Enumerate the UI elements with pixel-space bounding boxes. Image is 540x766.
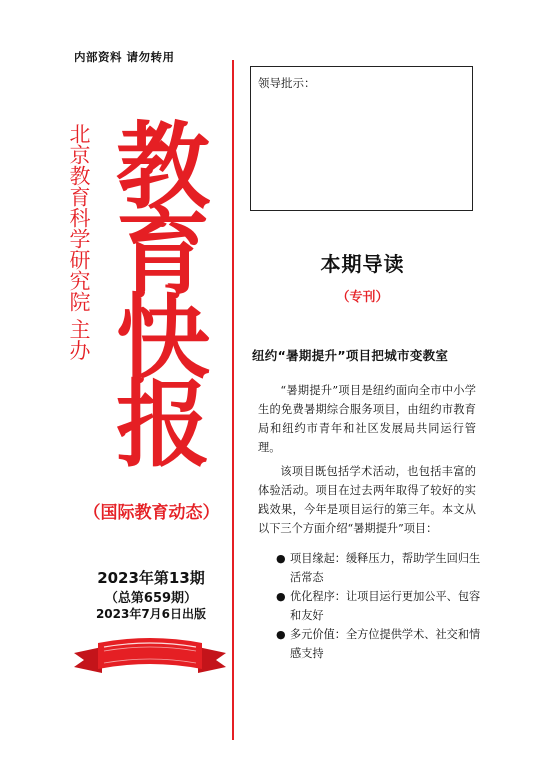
ribbon-ornament (72, 633, 228, 679)
approval-label: 领导批示： (258, 76, 316, 90)
summary-list (276, 549, 481, 663)
list-item: ● 优化程序：让项目运行更加公平、包容和友好 (276, 587, 481, 625)
special-issue-label: （专刊） (336, 290, 389, 305)
bullet-icon: ● (276, 590, 286, 603)
column-divider (232, 60, 234, 740)
masthead-char-4: 报 (115, 371, 210, 480)
distribution-notice: 内部资料 请勿转用 (74, 50, 175, 64)
bullet-icon: ● (276, 552, 286, 565)
guide-title: 本期导读 (320, 252, 405, 276)
article-paragraph: “暑期提升”项目是纽约面向全市中小学生的免费暑期综合服务项目，由纽约市教育局和纽约市青年和社区发展局共同运行管理。 (258, 384, 476, 454)
masthead-char-2: 育 (115, 199, 210, 308)
list-item: ● 项目缘起：缓释压力，帮助学生回归生活常态 (276, 549, 481, 587)
list-item: ● 多元价值：全方位提供学术、社交和情感支持 (276, 625, 481, 663)
issue-total: （总第659期） (104, 591, 198, 606)
bullet-icon: ● (276, 628, 286, 641)
issue-date: 2023年7月6日出版 (95, 607, 207, 621)
masthead-char-3: 快 (115, 285, 210, 394)
masthead-char-1: 教 (115, 113, 210, 222)
article-headline: 纽约“暑期提升”项目把城市变教室 (252, 348, 449, 363)
publication-subtitle: （国际教育动态） (83, 503, 220, 523)
article-paragraph: 该项目既包括学术活动，也包括丰富的体验活动。项目在过去两年取得了较好的实践效果，今年是项目运行的第三年。本文从以下三个方面介绍“暑期提升”项目： (258, 465, 476, 535)
organizer-line: 北京教育科学研究院 主办 (67, 123, 91, 361)
issue-number: 2023年第13期 (97, 569, 205, 587)
